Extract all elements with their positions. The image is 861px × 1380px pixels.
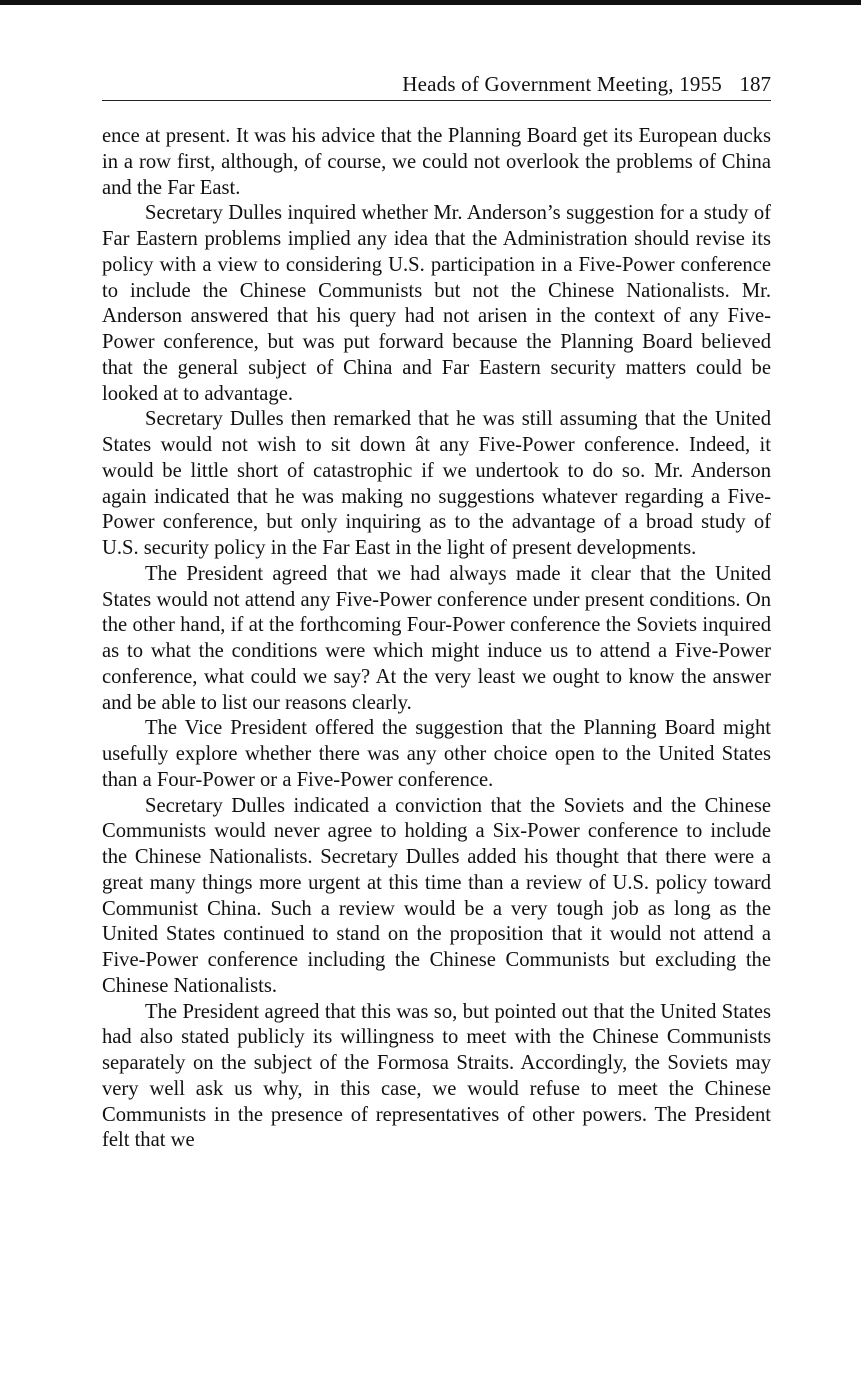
paragraph-dulles-conviction: Secretary Dulles indicated a conviction that the Soviets and the Chinese Communists would never agree to holding a Six-Power conference to include the Chinese Nationalists. Secretary Dulles added his thought that there were a great many things more urgent at this time than a review of U.S. policy toward Communist China. Such a review would be a very tough job as long as the United States continued to stand on the proposition that it would not attend a Five-Power conference including the Chinese Communists but excluding the Chinese Nationalists. bbox=[102, 794, 771, 997]
paragraph-continuation: ence at present. It was his advice that the Planning Board get its European ducks in a row first, although, of course, we could not overlook the problems of China and the Far East. bbox=[102, 125, 771, 199]
body-text bbox=[102, 124, 771, 1154]
top-edge-rule bbox=[0, 0, 861, 5]
paragraph-dulles-inquiry: Secretary Dulles inquired whether Mr. Anderson’s suggestion for a study of Far Eastern problems implied any idea that the Administration should revise its policy with a view to considering U.S. participation in a Five-Power conference to include the Chinese Communists but not the Chinese Nationalists. Mr. Anderson answered that his query had not arisen in the context of any Five-Power conference, but was put forward because the Planning Board believed that the general subject of China and Far Eastern security matters could be looked at to advantage. bbox=[102, 202, 771, 405]
running-header bbox=[102, 70, 771, 101]
paragraph-president-agreed: The President agreed that we had always made it clear that the United States would not attend any Five-Power conference under present conditions. On the other hand, if at the forthcoming Four-Power conference the Soviets inquired as to what the conditions were which might induce us to attend a Five-Power conference, what could we say? At the very least we ought to know the answer and be able to list our reasons clearly. bbox=[102, 562, 771, 714]
paragraph-president-pointed-out: The President agreed that this was so, but pointed out that the United States had also stated publicly its willingness to meet with the Chinese Communists separately on the subject of the Formosa Straits. Accordingly, the Soviets may very well ask us why, in this case, we would refuse to meet the Chinese Communists in the presence of representatives of other powers. The President felt that we bbox=[102, 1000, 771, 1152]
page-number: 187 bbox=[739, 72, 771, 96]
paragraph-dulles-remark: Secretary Dulles then remarked that he was still assuming that the United States would not wish to sit down ât any Five-Power conference. Indeed, it would be little short of catastrophic if we undertook to do so. Mr. Anderson again indicated that he was making no suggestions whatever regarding a Five-Power conference, but only inquiring as to the advantage of a broad study of U.S. security policy in the Far East in the light of present developments. bbox=[102, 408, 771, 559]
paragraph-vice-president: The Vice President offered the suggestion that the Planning Board might usefully explore whether there was any other choice open to the United States than a Four-Power or a Five-Power conference. bbox=[102, 717, 771, 791]
running-head-title: Heads of Government Meeting, 1955 bbox=[402, 72, 722, 96]
